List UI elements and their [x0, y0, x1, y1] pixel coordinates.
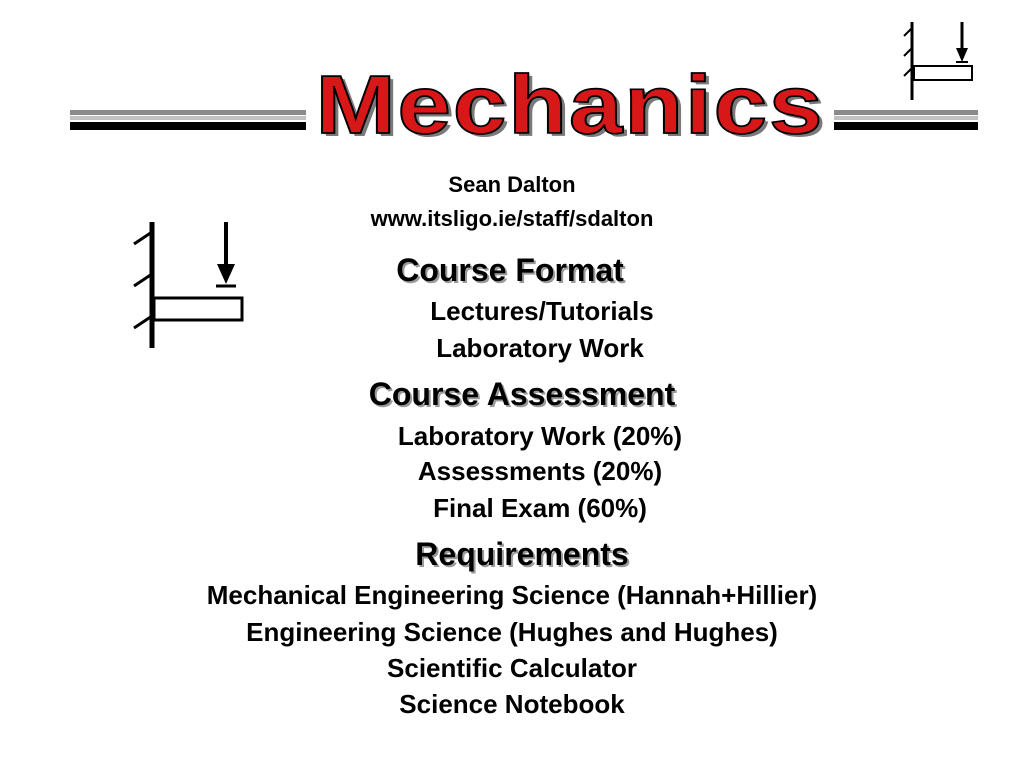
list-item: Laboratory Work [436, 333, 644, 363]
author-name: Sean Dalton [448, 172, 576, 197]
list-item: Assessments (20%) [417, 456, 663, 486]
cantilever-beam-icon [898, 18, 978, 102]
list-item: Mechanical Engineering Science (Hannah+Hillier) [206, 580, 818, 610]
section-heading-requirements: Requirements [415, 536, 629, 572]
list-item: Scientific Calculator [387, 653, 637, 683]
section-heading-course-format: Course Format [396, 252, 624, 288]
section-heading-course-assessment: Course Assessment [368, 376, 676, 412]
list-item: Final Exam (60%) [433, 493, 647, 523]
list-item: Engineering Science (Hughes and Hughes) [246, 617, 778, 647]
title-block [280, 58, 860, 174]
list-item: Lectures/Tutorials [430, 296, 654, 326]
list-item: Science Notebook [399, 689, 625, 719]
author-website: www.itsligo.ie/staff/sdalton [370, 206, 654, 231]
slide-title: Mechanics [306, 64, 835, 147]
list-item: Laboratory Work (20%) [397, 421, 683, 451]
